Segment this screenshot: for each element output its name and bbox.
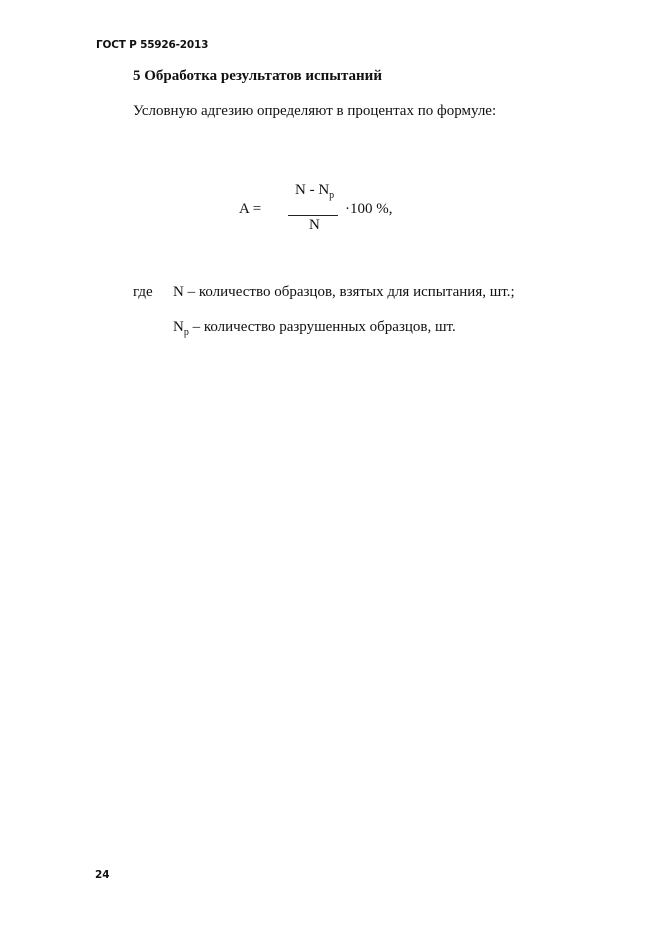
- definition-item: [173, 319, 456, 336]
- definition-text: – количество образцов, взятых для испытания, шт.;: [183, 284, 515, 300]
- intro-paragraph: Условную адгезию определяют в процентах по формуле:: [133, 103, 497, 119]
- definition-subscript: p: [183, 327, 189, 338]
- formula-numerator-main: N - N: [295, 182, 330, 198]
- page-number: 24: [95, 869, 110, 881]
- section-heading: 5 Обработка результатов испытаний: [133, 68, 382, 84]
- definition-text: – количество разрушенных образцов, шт.: [188, 319, 456, 335]
- formula-denominator: N: [309, 217, 320, 233]
- definition-item: [173, 284, 515, 301]
- fraction-bar: [288, 215, 338, 216]
- formula-rhs: ·100 %,: [345, 201, 393, 217]
- formula-numerator: [295, 182, 334, 199]
- formula-lhs: A =: [239, 201, 262, 217]
- where-label: где: [133, 284, 153, 300]
- formula-numerator-subscript: p: [329, 190, 335, 201]
- definition-symbol: N: [173, 284, 184, 300]
- definition-symbol: N: [173, 319, 184, 335]
- document-code: ГОСТ Р 55926-2013: [96, 39, 209, 51]
